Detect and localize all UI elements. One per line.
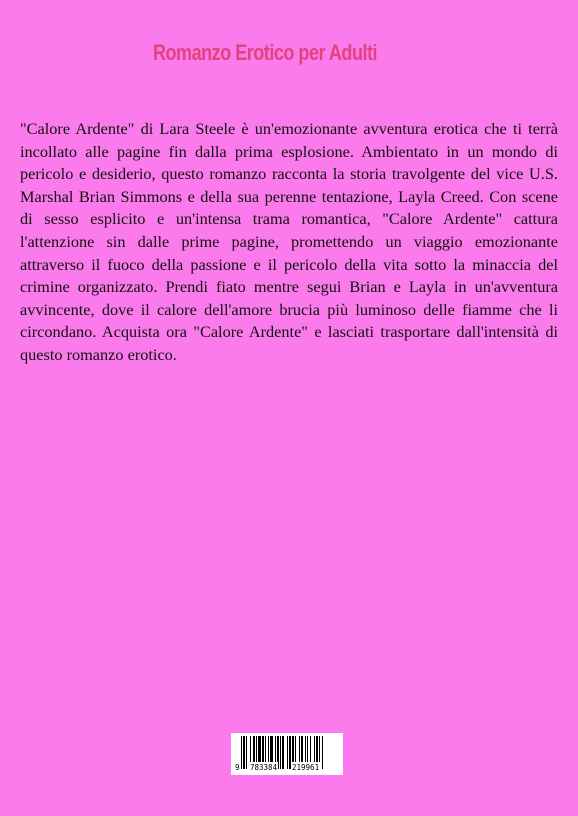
barcode-digits-right: 219961 xyxy=(292,763,320,772)
barcode-digit-first: 9 xyxy=(235,763,240,772)
book-blurb: "Calore Ardente" di Lara Steele è un'emozionante avventura erotica che ti terrà incollato alle pagine fin dalla prima esplosione. Ambientato in un mondo di pericolo e desiderio, questo romanzo racconta la storia travolgente del vice U.S. Marshal Brian Simmons e della sua perenne tentazione, Layla Creed. Con scene di sesso esplicito e un'intensa trama romantica, "Calore Ardente" cattura l'attenzione sin dalle prime pagine, promettendo un viaggio emozionante attraverso il fuoco della passione e il pericolo della vita sotto la minaccia del crimine organizzato. Prendi fiato mentre segui Brian e Layla in un'avventura avvincente, dove il calore dell'amore brucia più luminoso delle fiamme che li circondano. Acquista ora "Calore Ardente" e lasciati trasportare dall'intensità di questo romanzo erotico. xyxy=(20,119,558,364)
cover-title: Romanzo Erotico per Adulti xyxy=(152,40,378,65)
isbn-barcode xyxy=(231,733,343,775)
barcode-digits-left: 783384 xyxy=(250,763,278,772)
barcode-digits xyxy=(231,762,343,774)
